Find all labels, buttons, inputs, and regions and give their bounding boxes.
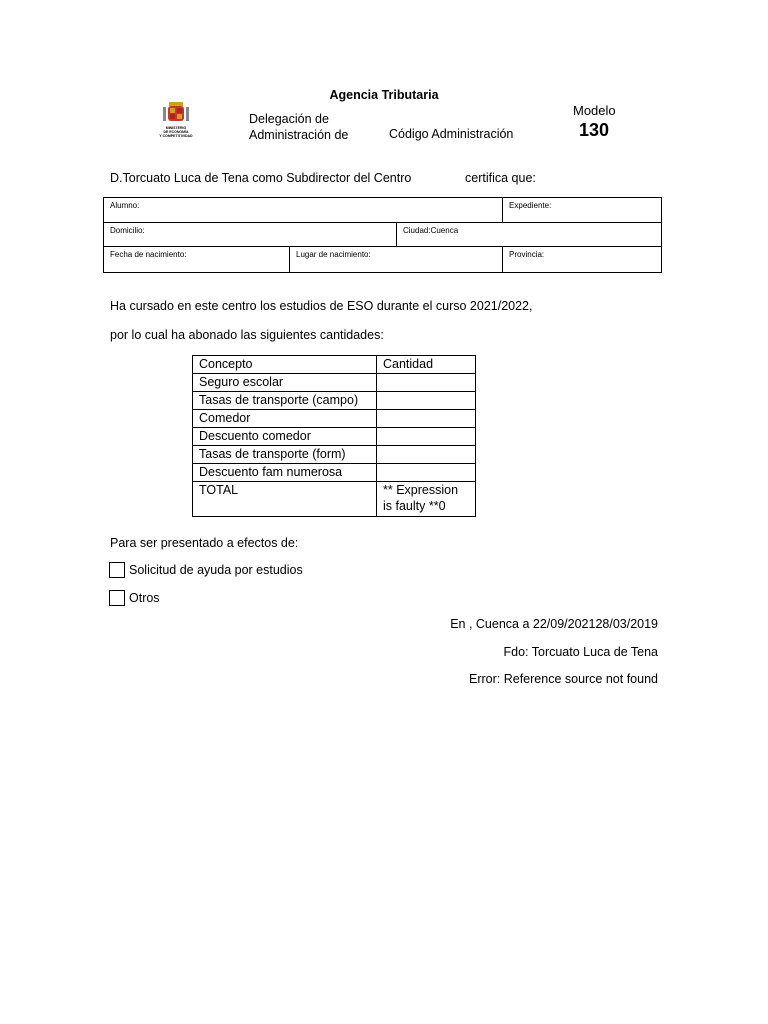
solicitud-checkbox[interactable]: [109, 562, 125, 578]
table-row: [193, 392, 476, 410]
total-label: TOTAL: [193, 482, 377, 517]
purpose-heading: Para ser presentado a efectos de:: [110, 536, 299, 550]
certifier-line: D.Torcuato Luca de Tena como Subdirector del Centro: [110, 171, 412, 185]
concept-cell: Tasas de transporte (campo): [193, 392, 377, 410]
otros-checkbox[interactable]: [109, 590, 125, 606]
ciudad-field[interactable]: Ciudad:Cuenca: [397, 223, 662, 247]
concept-cell: Tasas de transporte (form): [193, 446, 377, 464]
total-value-line-2: is faulty **0: [383, 499, 446, 513]
admin-code-label: Código Administración: [389, 127, 514, 141]
studies-paragraph: Ha cursado en este centro los estudios de ESO durante el curso 2021/2022,: [110, 299, 533, 313]
table-row: [193, 410, 476, 428]
lugar-nacimiento-field[interactable]: Lugar de nacimiento:: [290, 247, 503, 273]
solicitud-label: Solicitud de ayuda por estudios: [129, 563, 303, 577]
table-row: [193, 374, 476, 392]
amount-cell[interactable]: [377, 428, 476, 446]
table-row: [193, 464, 476, 482]
table-row: [193, 446, 476, 464]
amount-cell[interactable]: [377, 464, 476, 482]
total-value-line-1: ** Expression: [383, 483, 459, 497]
header-cantidad: Cantidad: [377, 356, 476, 374]
concept-cell: Comedor: [193, 410, 377, 428]
expediente-field[interactable]: Expediente:: [503, 198, 662, 223]
seal-text: MINISTERIO DE ECONOMÍA Y COMPETITIVIDAD: [159, 126, 193, 138]
delegation-line-1: Delegación de: [249, 112, 329, 126]
ministry-seal-logo: [158, 100, 194, 140]
amount-cell[interactable]: [377, 374, 476, 392]
modelo-number: 130: [579, 120, 610, 140]
header-concepto: Concepto: [193, 356, 377, 374]
concept-cell: Descuento comedor: [193, 428, 377, 446]
delegation-line-2: Administración de: [249, 128, 349, 142]
provincia-field[interactable]: Provincia:: [503, 247, 662, 273]
certifier-suffix: certifica que:: [465, 171, 536, 185]
concept-cell: Seguro escolar: [193, 374, 377, 392]
purpose-option-otros[interactable]: [109, 590, 160, 606]
modelo-label: Modelo: [573, 103, 616, 118]
place-date: En , Cuenca a 22/09/202128/03/2019: [450, 617, 658, 631]
amount-cell[interactable]: [377, 392, 476, 410]
purpose-option-solicitud[interactable]: [109, 562, 303, 578]
amount-cell[interactable]: [377, 410, 476, 428]
delegation-label: [249, 111, 348, 143]
student-info-table: [103, 197, 662, 273]
signature-line: Fdo: Torcuato Luca de Tena: [503, 645, 658, 659]
total-value: [377, 482, 476, 517]
amount-cell[interactable]: [377, 446, 476, 464]
concept-cell: Descuento fam numerosa: [193, 464, 377, 482]
table-row: [193, 428, 476, 446]
domicilio-field[interactable]: Domicilio:: [104, 223, 397, 247]
agency-title: Agencia Tributaria: [329, 88, 439, 102]
fecha-nacimiento-field[interactable]: Fecha de nacimiento:: [104, 247, 290, 273]
otros-label: Otros: [129, 591, 160, 605]
reference-error: Error: Reference source not found: [469, 672, 658, 686]
total-row: [193, 482, 476, 517]
amounts-table: [192, 355, 476, 517]
alumno-field[interactable]: Alumno:: [104, 198, 503, 223]
amounts-paragraph: por lo cual ha abonado las siguientes cantidades:: [110, 328, 384, 342]
